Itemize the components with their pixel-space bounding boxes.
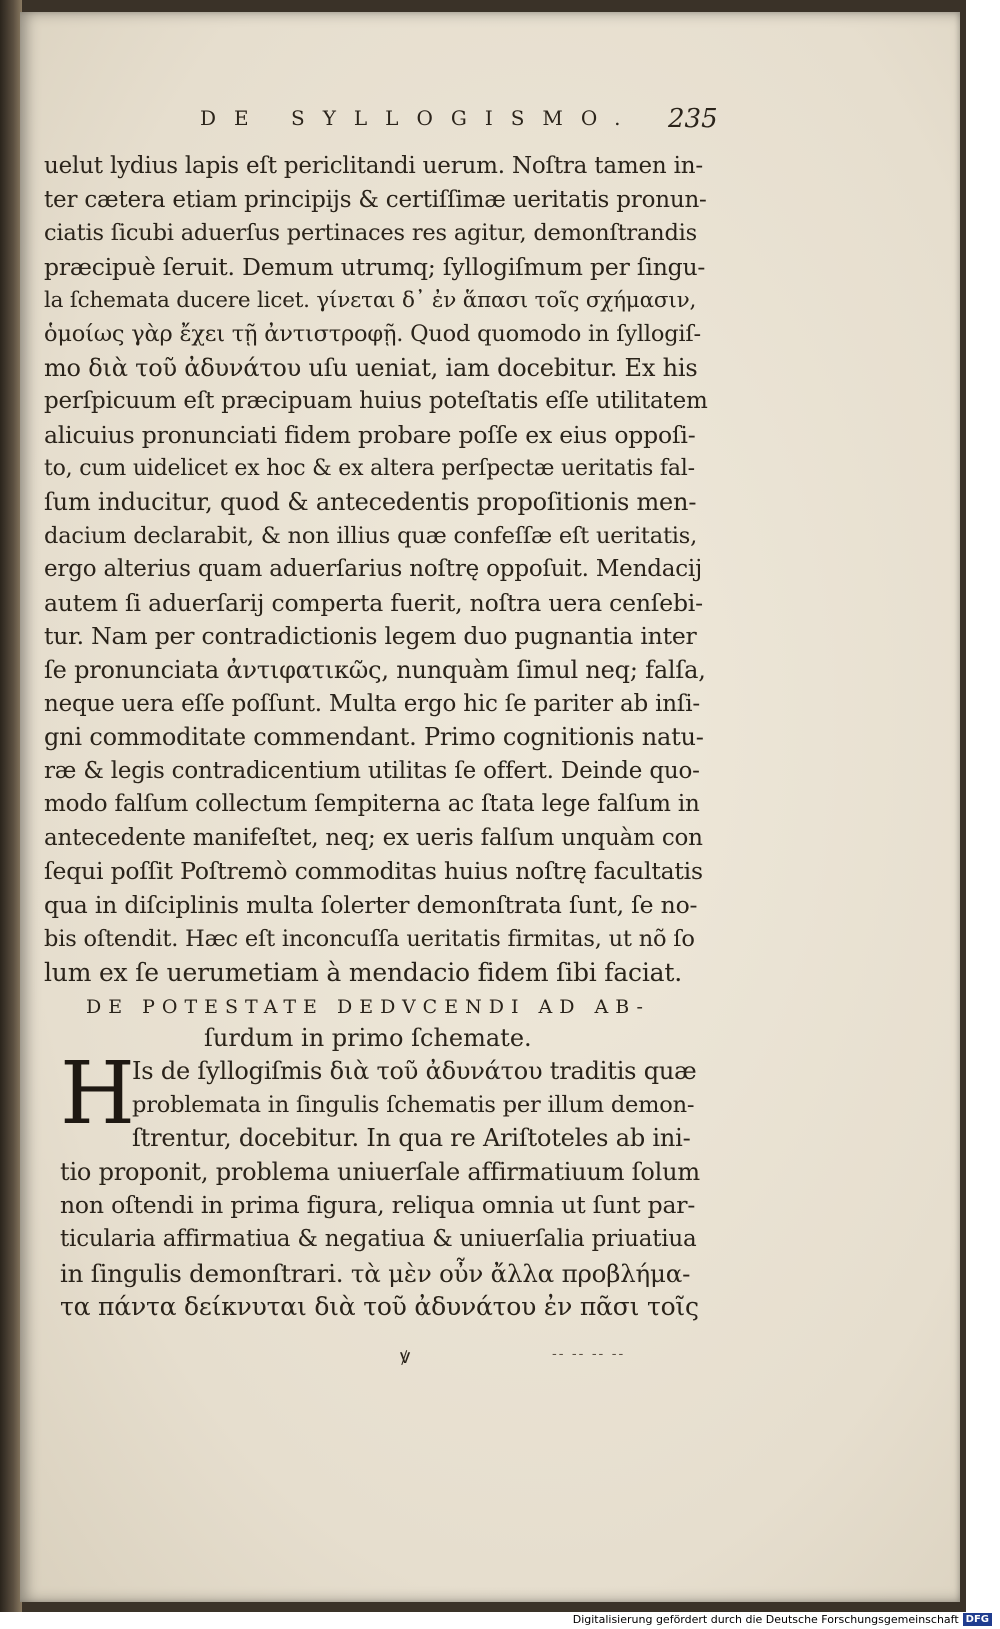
text-line: neque uera eſſe poſſunt. Multa ergo hic ſe pariter ab inſi- bbox=[44, 690, 700, 717]
text-line: problemata in ſingulis ſchematis per illum demon- bbox=[132, 1091, 695, 1118]
text-line: bis oſtendit. Hæc eſt inconcuſſa ueritatis firmitas, ut nõ ſo bbox=[44, 925, 695, 952]
text-line: ticularia affirmatiua & negatiua & uniuerſalia priuatiua bbox=[60, 1225, 697, 1252]
text-line: gni commoditate commendant. Primo cognitionis natu- bbox=[44, 723, 704, 752]
text-line: tio proponit, problema uniuerſale affirmatiuum ſolum bbox=[60, 1157, 700, 1186]
signature-mark: ꝟ bbox=[400, 1344, 411, 1368]
text-line: autem ſi aduerſarij comperta fuerit, noſtra uera cenſebi- bbox=[44, 588, 703, 617]
body-text bbox=[44, 150, 708, 990]
text-line: ſtrentur, docebitur. In qua re Ariſtoteles ab ini- bbox=[132, 1124, 691, 1153]
digitization-credit bbox=[573, 1612, 992, 1627]
text-line: to, cum uidelicet ex hoc & ex altera perſpectæ ueritatis fal- bbox=[44, 456, 695, 482]
book-spine bbox=[0, 0, 22, 1612]
text-line: modo falſum collectum ſempiterna ac ſtata lege falſum in bbox=[44, 791, 700, 818]
text-line: qua in diſciplinis multa ſolerter demonſtrata ſunt, ſe no- bbox=[44, 891, 698, 920]
text-line: ciatis ſicubi aduerſus pertinaces res agitur, demonſtrandis bbox=[44, 220, 698, 247]
dfg-logo: DFG bbox=[963, 1613, 992, 1626]
text-line: non oſtendi in prima figura, reliqua omnia ut ſunt par- bbox=[60, 1191, 696, 1220]
section-text bbox=[60, 1044, 700, 1324]
text-line: tur. Nam per contradictionis legem duo pugnantia inter bbox=[44, 622, 697, 651]
text-line: Is de ſyllogiſmis διὰ τοῦ ἀδυνάτου traditis quæ bbox=[132, 1057, 697, 1085]
text-line: ſum inducitur, quod & antecedentis propoſitionis men- bbox=[44, 487, 697, 516]
running-head: DE SYLLOGISMO. bbox=[200, 106, 639, 130]
section-heading: DE POTESTATE DEDVCENDI AD AB- bbox=[86, 996, 650, 1018]
drop-cap: H bbox=[60, 1044, 135, 1144]
text-line: ſe pronunciata ἀντιφατικῶς, nunquàm ſimul neq; falſa, bbox=[44, 655, 706, 684]
text-line: lum ex ſe uerumetiam à mendacio fidem ſibi faciat. bbox=[44, 958, 682, 988]
text-line: in ſingulis demonſtrari. τὰ μὲν οὖν ἄλλα προβλήμα- bbox=[60, 1258, 691, 1288]
text-line: dacium declarabit, & non illius quæ confeſſæ eſt ueritatis, bbox=[44, 522, 698, 549]
text-line: ter cætera etiam principijs & certiſſimæ ueritatis pronun- bbox=[44, 186, 707, 213]
page-number: 235 bbox=[668, 104, 718, 134]
text-line: mo διὰ τοῦ ἀδυνάτου uſu ueniat, iam docebitur. Ex his bbox=[44, 353, 698, 382]
text-line: τα πάντα δείκνυται διὰ τοῦ ἀδυνάτου ἐν πᾶσι τοῖς bbox=[60, 1292, 699, 1322]
text-line: ræ & legis contradicentium utilitas ſe offert. Deinde quo- bbox=[44, 757, 700, 784]
text-line: ὁμοίως γὰρ ἔχει τῇ ἀντιστροφῇ. Quod quomodo in ſyllogiſ- bbox=[44, 320, 701, 347]
text-line: ſequi poſſit Poſtremò commoditas huius noſtrę facultatis bbox=[44, 857, 703, 886]
catchword: -- -- -- -- bbox=[552, 1346, 626, 1362]
text-line: ergo alterius quam aduerſarius noſtrę oppoſuit. Mendacij bbox=[44, 556, 703, 583]
text-line: la ſchemata ducere licet. γίνεται δ᾽ ἐν ἅπασι τοῖς σχήμασιν, bbox=[44, 288, 697, 314]
book-page bbox=[20, 12, 960, 1602]
text-line: uelut lydius lapis eſt periclitandi uerum. Noſtra tamen in- bbox=[44, 153, 703, 179]
text-line: alicuius pronunciati fidem probare poſſe ex eius oppoſi- bbox=[44, 420, 696, 449]
text-line: antecedente manifeſtet, neq; ex ueris falſum unquàm con bbox=[44, 824, 703, 851]
text-line: præcipuè ſeruit. Demum utrumq; ſyllogiſmum per ſingu- bbox=[44, 252, 706, 281]
text-line: perſpicuum eſt præcipuam huius poteſtatis eſſe utilitatem bbox=[44, 388, 708, 415]
credit-text: Digitalisierung gefördert durch die Deutsche Forschungsgemeinschaft bbox=[572, 1613, 959, 1626]
section-subheading: ſurdum in primo ſchemate. bbox=[204, 1024, 532, 1052]
